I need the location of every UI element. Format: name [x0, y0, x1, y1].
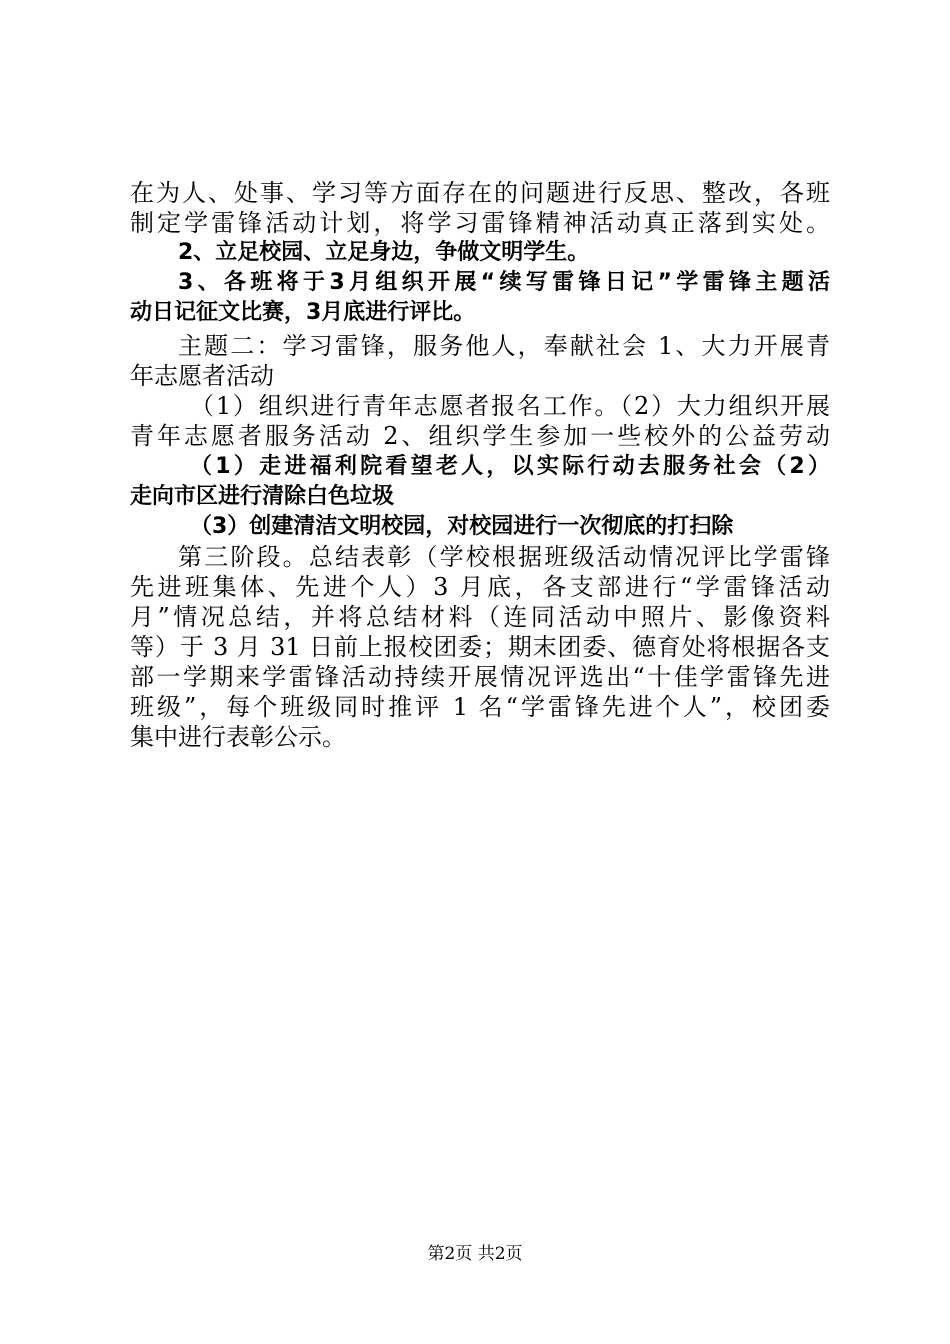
body-line-18: 班级”，每个班级同时推评 1 名“学雷锋先进个人”，校团委 — [130, 693, 830, 721]
body-line-2: 制定学雷锋活动计划，将学习雷锋精神活动真正落到实处。 — [130, 209, 830, 237]
body-line-19: 集中进行表彰公示。 — [130, 723, 346, 751]
body-line-6: 主题二：学习雷锋，服务他人，奉献社会 1、大力开展青 — [178, 332, 830, 360]
body-line-12: （3）创建清洁文明校园，对校园进行一次彻底的打扫除 — [190, 514, 734, 539]
body-line-16: 等）于 3 月 31 日前上报校团委；期末团委、德育处将根据各支 — [130, 633, 830, 661]
body-line-15: 月”情况总结，并将总结材料（连同活动中照片、影像资料 — [130, 603, 830, 631]
body-line-5: 动日记征文比赛，3月底进行评比。 — [130, 300, 476, 325]
body-line-11: 走向市区进行清除白色垃圾 — [130, 484, 395, 509]
body-line-4: 3、各班将于3月组织开展“续写雷锋日记”学雷锋主题活 — [178, 270, 830, 295]
body-line-8: （1）组织进行青年志愿者报名工作。（2）大力组织开展 — [190, 392, 830, 420]
body-line-1: 在为人、处事、学习等方面存在的问题进行反思、整改，各班 — [130, 179, 830, 207]
body-line-13: 第三阶段。总结表彰（学校根据班级活动情况评比学雷锋 — [178, 543, 830, 571]
body-line-10: （1）走进福利院看望老人，以实际行动去服务社会（2） — [190, 454, 830, 479]
body-line-3: 2、立足校园、立足身边，争做文明学生。 — [178, 240, 590, 265]
body-line-17: 部一学期来学雷锋活动持续开展情况评选出“十佳学雷锋先进 — [130, 663, 830, 691]
body-line-9: 青年志愿者服务活动 2、组织学生参加一些校外的公益劳动 — [130, 422, 830, 450]
body-line-14: 先进班集体、先进个人）3 月底，各支部进行“学雷锋活动 — [130, 573, 830, 601]
page-number-footer: 第2页 共2页 — [427, 1244, 523, 1264]
body-line-7: 年志愿者活动 — [130, 362, 274, 390]
